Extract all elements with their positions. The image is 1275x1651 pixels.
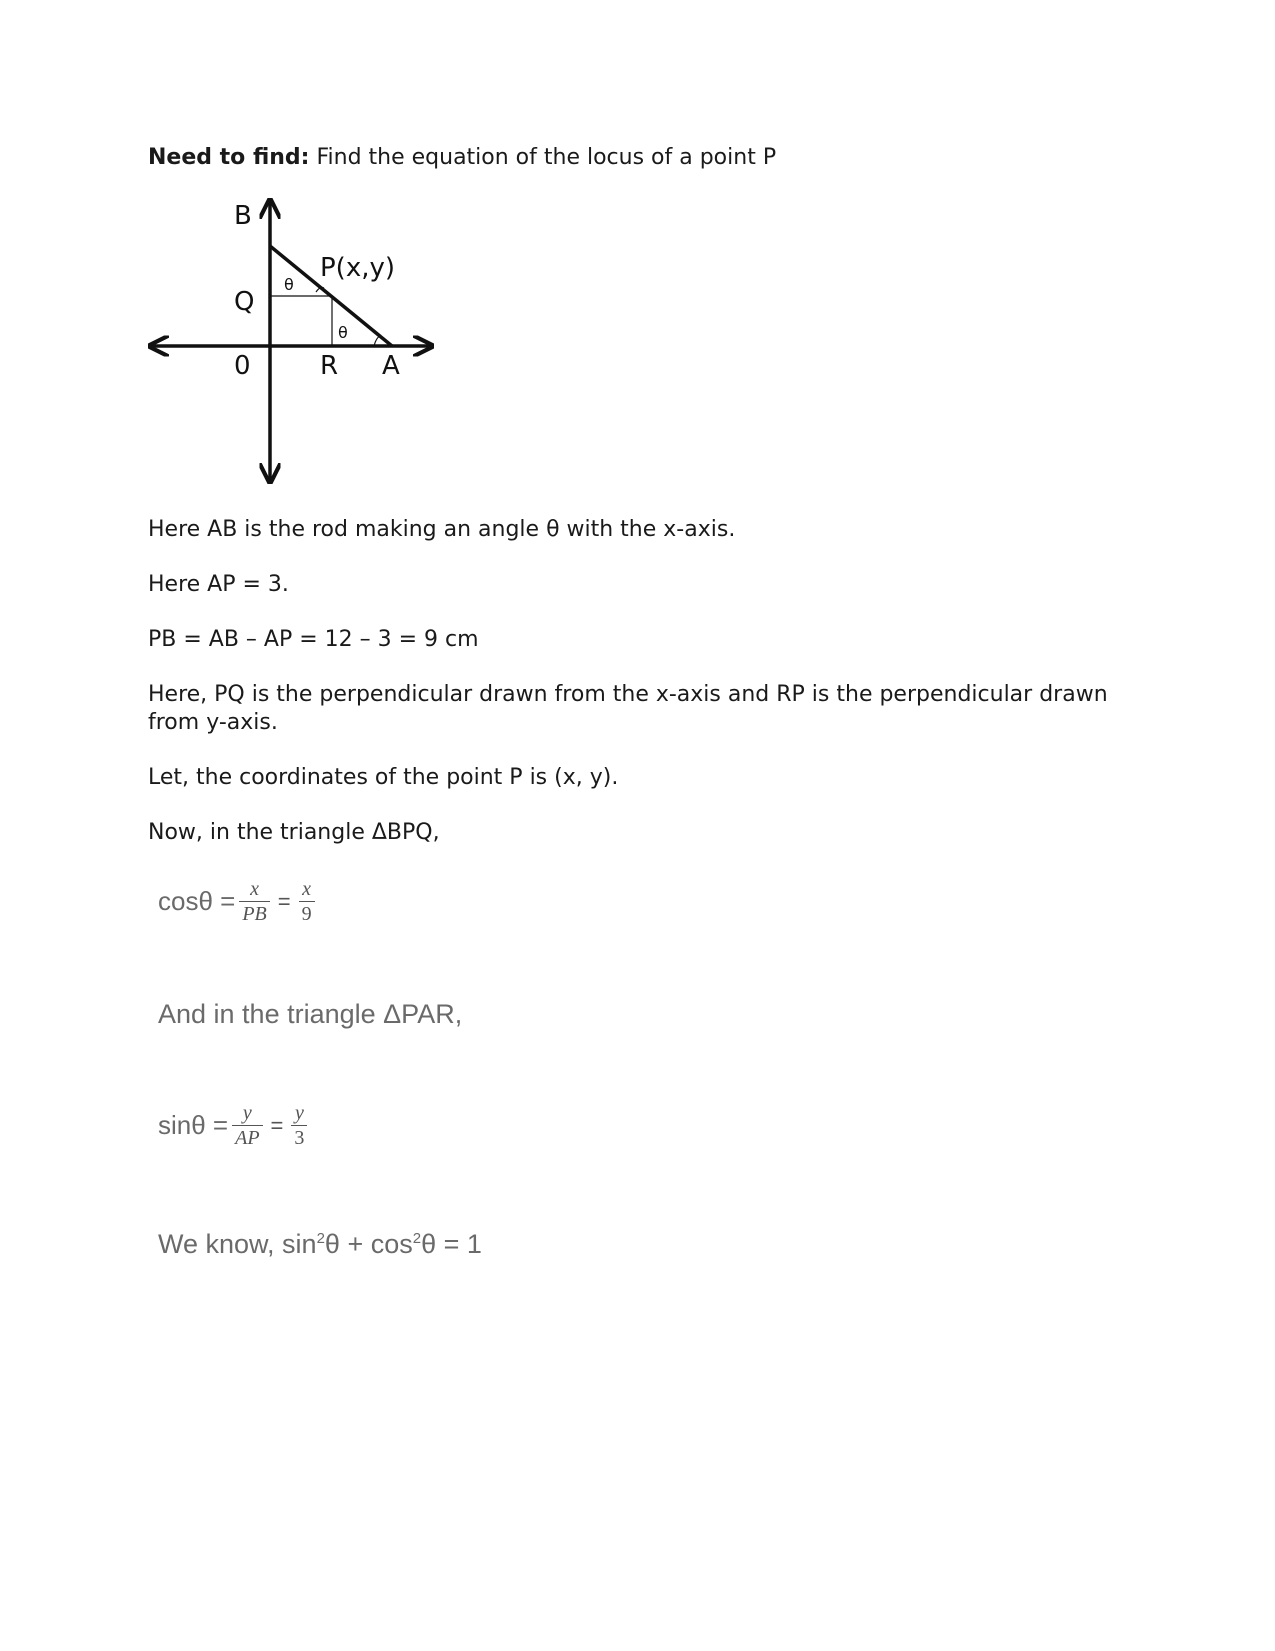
fraction-numerator: y bbox=[242, 1102, 252, 1124]
fraction-denominator: 3 bbox=[294, 1127, 305, 1149]
fraction-denominator: 9 bbox=[301, 903, 312, 925]
identity-exponent-2: 2 bbox=[412, 1230, 422, 1247]
fraction-numerator: y bbox=[294, 1102, 304, 1124]
label-q: Q bbox=[234, 287, 255, 317]
equation-cos bbox=[158, 878, 319, 925]
fraction-denominator: PB bbox=[242, 903, 267, 925]
identity-prefix: We know, sin bbox=[158, 1229, 317, 1259]
label-theta-top: θ bbox=[284, 275, 294, 294]
fraction-x-over-pb bbox=[239, 878, 269, 925]
identity-suffix: θ = 1 bbox=[421, 1229, 482, 1259]
fraction-y-over-ap bbox=[232, 1102, 262, 1149]
equals-sign: = bbox=[277, 888, 291, 914]
and-triangle-line: And in the triangle ΔPAR, bbox=[158, 999, 463, 1029]
problem-heading bbox=[148, 144, 776, 172]
sin-lhs: sinθ = bbox=[158, 1110, 229, 1140]
identity-exponent-1: 2 bbox=[316, 1230, 325, 1247]
paragraph-6: Now, in the triangle ΔBPQ, bbox=[148, 820, 440, 845]
label-b: B bbox=[234, 201, 252, 231]
equals-sign: = bbox=[270, 1112, 284, 1138]
fraction-numerator: x bbox=[302, 878, 312, 900]
paragraph-2: Here AP = 3. bbox=[148, 572, 289, 597]
paragraph-4: Here, PQ is the perpendicular drawn from the x-axis and RP is the perpendicular drawn from y-axis. bbox=[148, 682, 1108, 735]
label-theta-bottom: θ bbox=[338, 323, 348, 342]
identity-mid: θ + cos bbox=[324, 1229, 413, 1259]
label-r: R bbox=[320, 351, 339, 381]
fraction-numerator: x bbox=[250, 878, 259, 900]
label-a: A bbox=[382, 351, 400, 381]
label-o: 0 bbox=[234, 351, 251, 381]
paragraph-5: Let, the coordinates of the point P is (x, y). bbox=[148, 765, 619, 790]
cos-lhs: cosθ = bbox=[158, 886, 236, 916]
paragraph-3: PB = AB – AP = 12 – 3 = 9 cm bbox=[148, 627, 479, 652]
equation-sin bbox=[158, 1102, 311, 1149]
label-p: P(x,y) bbox=[320, 253, 396, 283]
paragraph-1: Here AB is the rod making an angle θ with the x-axis. bbox=[148, 517, 736, 542]
heading-label: Need to find: bbox=[148, 145, 310, 170]
trig-identity-line bbox=[158, 1222, 482, 1261]
fraction-denominator: AP bbox=[235, 1127, 260, 1149]
fraction-y-over-3 bbox=[291, 1102, 307, 1149]
locus-diagram bbox=[148, 198, 448, 488]
fraction-x-over-9 bbox=[299, 878, 315, 925]
heading-text: Find the equation of the locus of a point P bbox=[309, 145, 777, 170]
